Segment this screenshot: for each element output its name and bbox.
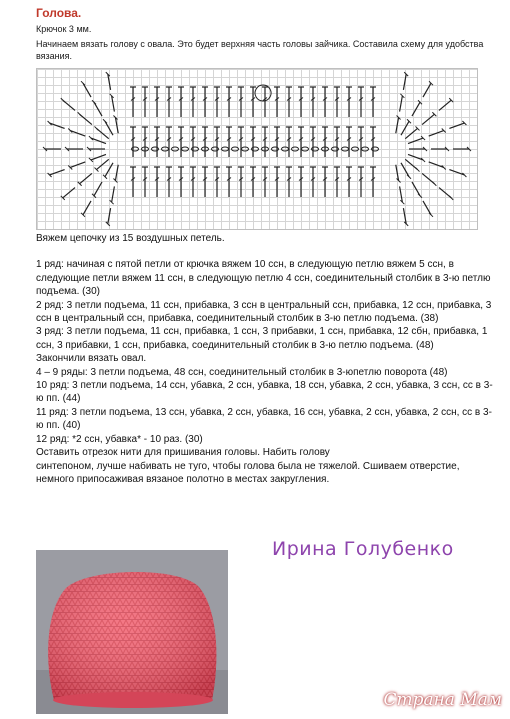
instructions [36, 232, 498, 486]
row-11: 11 ряд: 3 петли подъема, 13 ссн, убавка, 2 ссн, убавка, 16 ссн, убавка, 2 ссн, убавка, 2 ссн, сс в 3-ю пп. (40) [36, 406, 492, 432]
crochet-chart-symbols [37, 69, 477, 229]
row-2: 2 ряд: 3 петли подъема, 11 ссн, прибавка, 3 ссн в центральный ссн, прибавка, 12 ссн, прибавка, 3 ссн в центральный ссн, прибавка, соединительный столбик в 3-ю петлю подъема. (38) [36, 299, 492, 325]
rows-4-9: 4 – 9 ряды: 3 петли подъема, 48 ссн, соединительный столбик в 3-юпетлю поворота (48) [36, 366, 448, 378]
hook-size-text: Крючок 3 мм. [36, 24, 92, 34]
intro-text: Начинаем вязать голову с овала. Это будет верхняя часть головы зайчика. Составила схему для удобства вязания. [36, 39, 484, 61]
knitted-head-photo [36, 550, 228, 714]
site-watermark: Страна Мам [383, 690, 502, 710]
row-3: 3 ряд: 3 петли подъема, 11 ссн, прибавка, 1 ссн, 3 прибавки, 1 ссн, прибавка, 12 сбн, прибавка, 1 ссн, 3 прибавки, 1 ссн, прибавка, соединительный столбик в 3-ю петлю подъема. (48) [36, 326, 488, 351]
finish-1: Оставить отрезок нити для пришивания головы. Набить голову [36, 447, 330, 459]
author-signature: Ирина Голубенко [272, 538, 454, 560]
row-12: 12 ряд: *2 ссн, убавка* - 10 раз. (30) [36, 433, 203, 445]
finish-2: синтепоном, лучше набивать не туго, чтобы голова была не тяжелой. Сшиваем отверстие, немного припосаживая вязаное полотно в местах закругления. [36, 460, 460, 485]
section-title: Голова. [36, 6, 82, 20]
chain-instruction: Вяжем цепочку из 15 воздушных петель. [36, 233, 225, 244]
row-1: 1 ряд: начиная с пятой петли от крючка вяжем 10 ссн, в следующую петлю вяжем 5 ссн, в следующие петли вяжем 11 ссн, в следующую петлю 4 ссн, соединительный столбик в 3-ю петлю подъема. (30) [36, 259, 491, 298]
crochet-chart [36, 68, 478, 230]
oval-done: Закончили вязать овал. [36, 353, 147, 365]
row-10: 10 ряд: 3 петли подъема, 14 ссн, убавка, 2 ссн, убавка, 18 ссн, убавка, 2 ссн, убавка, 3 ссн, сс в 3-ю пп. (44) [36, 380, 493, 405]
